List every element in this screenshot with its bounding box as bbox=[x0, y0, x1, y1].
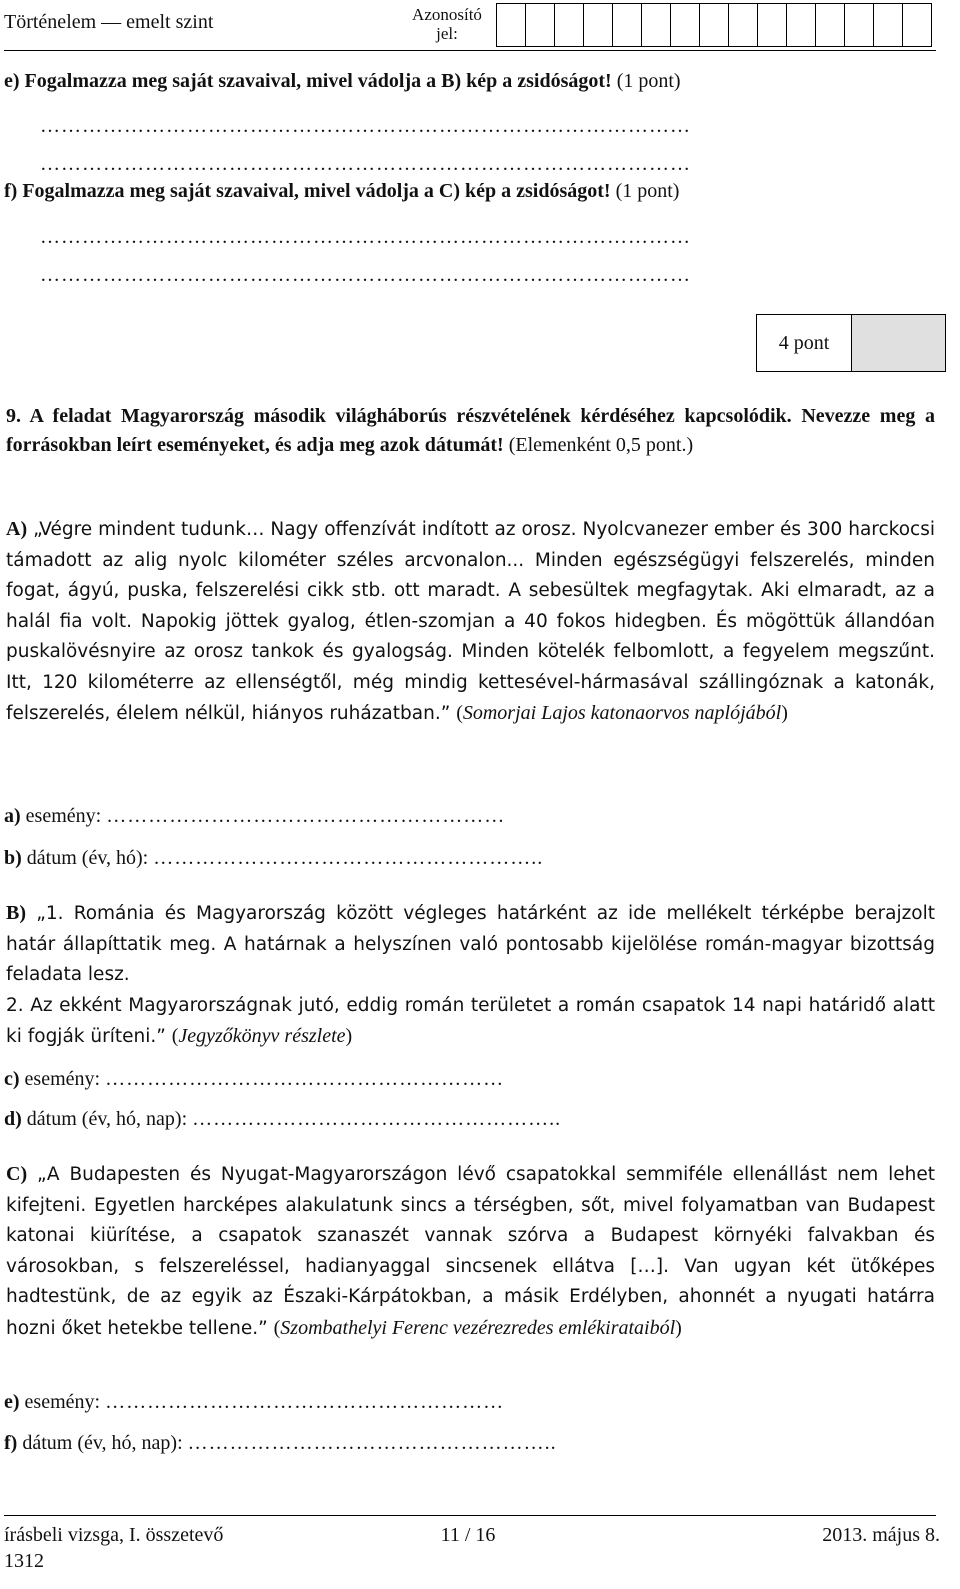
a-event-answer[interactable]: ………………………………………………… bbox=[106, 805, 506, 827]
source-b-text2: 2. Az ekként Magyarországnak jutó, eddig román területet a román csapatok 14 napi határidő alatt ki fogják üríteni.” bbox=[6, 994, 935, 1047]
source-b-text1: „1. Románia és Magyarország között végleges határként az ide mellékelt térképbe berajzolt határ állapíttatik meg. A határnak a helyszínen való pontosabb kijelölése román-magyar bizottság feladata lesz. bbox=[6, 903, 936, 985]
q8f-line bbox=[4, 178, 679, 204]
id-boxes bbox=[496, 3, 931, 47]
a-event-row bbox=[4, 803, 505, 829]
q8e-label: e) bbox=[4, 70, 20, 92]
source-b-label: B) bbox=[6, 902, 26, 924]
footer-rule bbox=[4, 1515, 936, 1516]
b-event-answer[interactable]: ………………………………………………… bbox=[105, 1068, 505, 1090]
a-date-answer[interactable]: ……………………………………………….. bbox=[153, 847, 544, 869]
id-label bbox=[412, 5, 482, 43]
a-date-letter: b) bbox=[4, 847, 22, 869]
q8f-text: Fogalmazza meg saját szavaival, mivel vádolja a C) kép a zsidóságot! bbox=[22, 180, 611, 202]
source-b: B) „1. Románia és Magyarország között végleges határként az ide mellékelt térképbe berajzolt határ állapíttatik meg. A határnak a helyszínen való pontosabb kijelölése román-magyar bizottság feladata lesz. 2. Az ekként Magyarországnak jutó, eddig román területet a román csapatok 14 napi határidő alatt ki fogják üríteni.” (Jegyzőkönyv részlete) bbox=[6, 902, 936, 1047]
c-event-row bbox=[4, 1389, 504, 1415]
c-date-label: dátum (év, hó, nap): bbox=[22, 1432, 183, 1454]
a-event-label: esemény: bbox=[25, 805, 102, 827]
b-event-row bbox=[4, 1066, 504, 1092]
q8e-line bbox=[4, 68, 681, 94]
source-a-text: „Végre mindent tudunk… Nagy offenzívát indított az orosz. Nyolcvanezer ember és 300 harckocsi támadott az alig nyolc kilométer széles arcvonalon... Minden egészségügyi felszerelés, minden fogat, ágyú, puska, felszerelési cikk stb. ott maradt. A sebesültek megfagytak. Aki elmaradt, az a halál fia volt. Napokig jöttek gyalog, étlen-szomjan a 40 fokos hidegben. És mögöttük állandóan puskalövésnyire az orosz tankok és gyalogság. Minden kötelék felbomlott, a fegyelem megszűnt. Itt, 120 kilométerre az ellenségtől, még mindig kettesével-hármasával szállingóznak a katonák, felszerelés, élelem nélkül, hiányos ruházatban.” bbox=[6, 519, 935, 724]
a-date-row bbox=[4, 845, 543, 871]
source-c-label: C) bbox=[6, 1163, 28, 1185]
id-label-line1: Azonosító bbox=[412, 5, 482, 24]
q8e-answer-line-1[interactable]: ………………………………………………………………………………… bbox=[40, 115, 691, 137]
b-date-letter: d) bbox=[4, 1108, 22, 1130]
q8f-answer-line-1[interactable]: ………………………………………………………………………………… bbox=[40, 226, 691, 248]
q8f-points: (1 pont) bbox=[615, 180, 680, 202]
c-date-letter: f) bbox=[4, 1432, 18, 1454]
a-date-label: dátum (év, hó): bbox=[26, 847, 149, 869]
c-event-letter: e) bbox=[4, 1391, 20, 1413]
points-total: 4 pont bbox=[757, 315, 852, 371]
b-event-label: esemény: bbox=[24, 1068, 101, 1090]
points-score-cell[interactable] bbox=[852, 315, 945, 371]
footer-page: 11 / 16 bbox=[440, 1524, 496, 1546]
q9-title: 9. A feladat Magyarország második világháborús részvételének kérdéséhez kapcsolódik. Nevezze meg a forrásokban leírt eseményeket, és adja meg azok dátumát! (Elemenként 0,5 pont.) bbox=[6, 405, 935, 456]
b-event-letter: c) bbox=[4, 1068, 20, 1090]
b-date-answer[interactable]: …………………………………………….. bbox=[192, 1108, 562, 1130]
a-event-letter: a) bbox=[4, 805, 21, 827]
q8f-label: f) bbox=[4, 180, 18, 202]
source-c-text: „A Budapesten és Nyugat-Magyarországon lévő csapatokkal semmiféle ellenállást nem lehet kifejteni. Egyetlen harcképes alakulatunk sincs a térségben, sőt, mivel folyamatban van Budapest katonai kiürítése, a csapatok szanaszét vannak szórva a Budapest környéki falvakban és városokban, s felszereléssel, hadianyaggal sincsenek ellátva […]. Van ugyan két ütőképes hadtestünk, de az egyik az Északi-Kárpátokban, a másik Erdélyben, ahonnét a nyugati határra hozni őket hetekbe tellene.” bbox=[6, 1164, 935, 1339]
q8e-points: (1 pont) bbox=[616, 70, 681, 92]
source-b-citation: Jegyzőkönyv részlete bbox=[178, 1025, 346, 1047]
footer-date: 2013. május 8. bbox=[822, 1524, 940, 1546]
footer-code: 1312 bbox=[4, 1550, 44, 1572]
source-c: C) „A Budapesten és Nyugat-Magyarországon lévő csapatokkal semmiféle ellenállást nem lehet kifejteni. Egyetlen harcképes alakulatunk sincs a térségben, sőt, mivel folyamatban van Budapest katonai kiürítése, a csapatok szanaszét vannak szórva a Budapest környéki falvakban és városokban, s felszereléssel, hadianyaggal sincsenek ellátva […]. Van ugyan két ütőképes hadtestünk, de az egyik az Északi-Kárpátokban, a másik Erdélyben, ahonnét a nyugati határra hozni őket hetekbe tellene.” (Szombathelyi Ferenc vezérezredes emlékirataiból) bbox=[6, 1163, 935, 1339]
q9-title-tail: (Elemenként 0,5 pont.) bbox=[508, 434, 694, 456]
c-date-answer[interactable]: …………………………………………….. bbox=[187, 1432, 557, 1454]
c-event-label: esemény: bbox=[24, 1391, 101, 1413]
q8e-text: Fogalmazza meg saját szavaival, mivel vádolja a B) kép a zsidóságot! bbox=[24, 70, 612, 92]
source-a: A) „Végre mindent tudunk… Nagy offenzívát indított az orosz. Nyolcvanezer ember és 300 harckocsi támadott az alig nyolc kilométer széles arcvonalon... Minden egészségügyi felszerelés, minden fogat, ágyú, puska, felszerelési cikk stb. ott maradt. A sebesültek megfagytak. Aki elmaradt, az a halál fia volt. Napokig jöttek gyalog, étlen-szomjan a 40 fokos hidegben. És mögöttük állandóan puskalövésnyire az orosz tankok és gyalogság. Minden kötelék felbomlott, a fegyelem megszűnt. Itt, 120 kilométerre az ellenségtől, még mindig kettesével-hármasával szállingóznak a katonák, felszerelés, élelem nélkül, hiányos ruházatban.” (Somorjai Lajos katonaorvos naplójából) bbox=[6, 518, 935, 724]
q8f-answer-line-2[interactable]: ………………………………………………………………………………… bbox=[40, 264, 691, 286]
header-rule bbox=[4, 50, 936, 51]
source-a-citation: Somorjai Lajos katonaorvos naplójából bbox=[462, 702, 782, 724]
source-c-citation: Szombathelyi Ferenc vezérezredes emlékirataiból bbox=[280, 1316, 676, 1339]
footer-left: írásbeli vizsga, I. összetevő bbox=[4, 1524, 224, 1546]
id-label-line2: jel: bbox=[436, 24, 458, 43]
c-event-answer[interactable]: ………………………………………………… bbox=[105, 1391, 505, 1413]
b-date-label: dátum (év, hó, nap): bbox=[26, 1108, 188, 1130]
b-date-row bbox=[4, 1106, 561, 1132]
header-subject: Történelem — emelt szint bbox=[4, 11, 214, 33]
c-date-row bbox=[4, 1430, 557, 1456]
q8e-answer-line-2[interactable]: ………………………………………………………………………………… bbox=[40, 153, 691, 175]
points-box bbox=[756, 314, 946, 372]
source-a-label: A) bbox=[6, 518, 28, 540]
